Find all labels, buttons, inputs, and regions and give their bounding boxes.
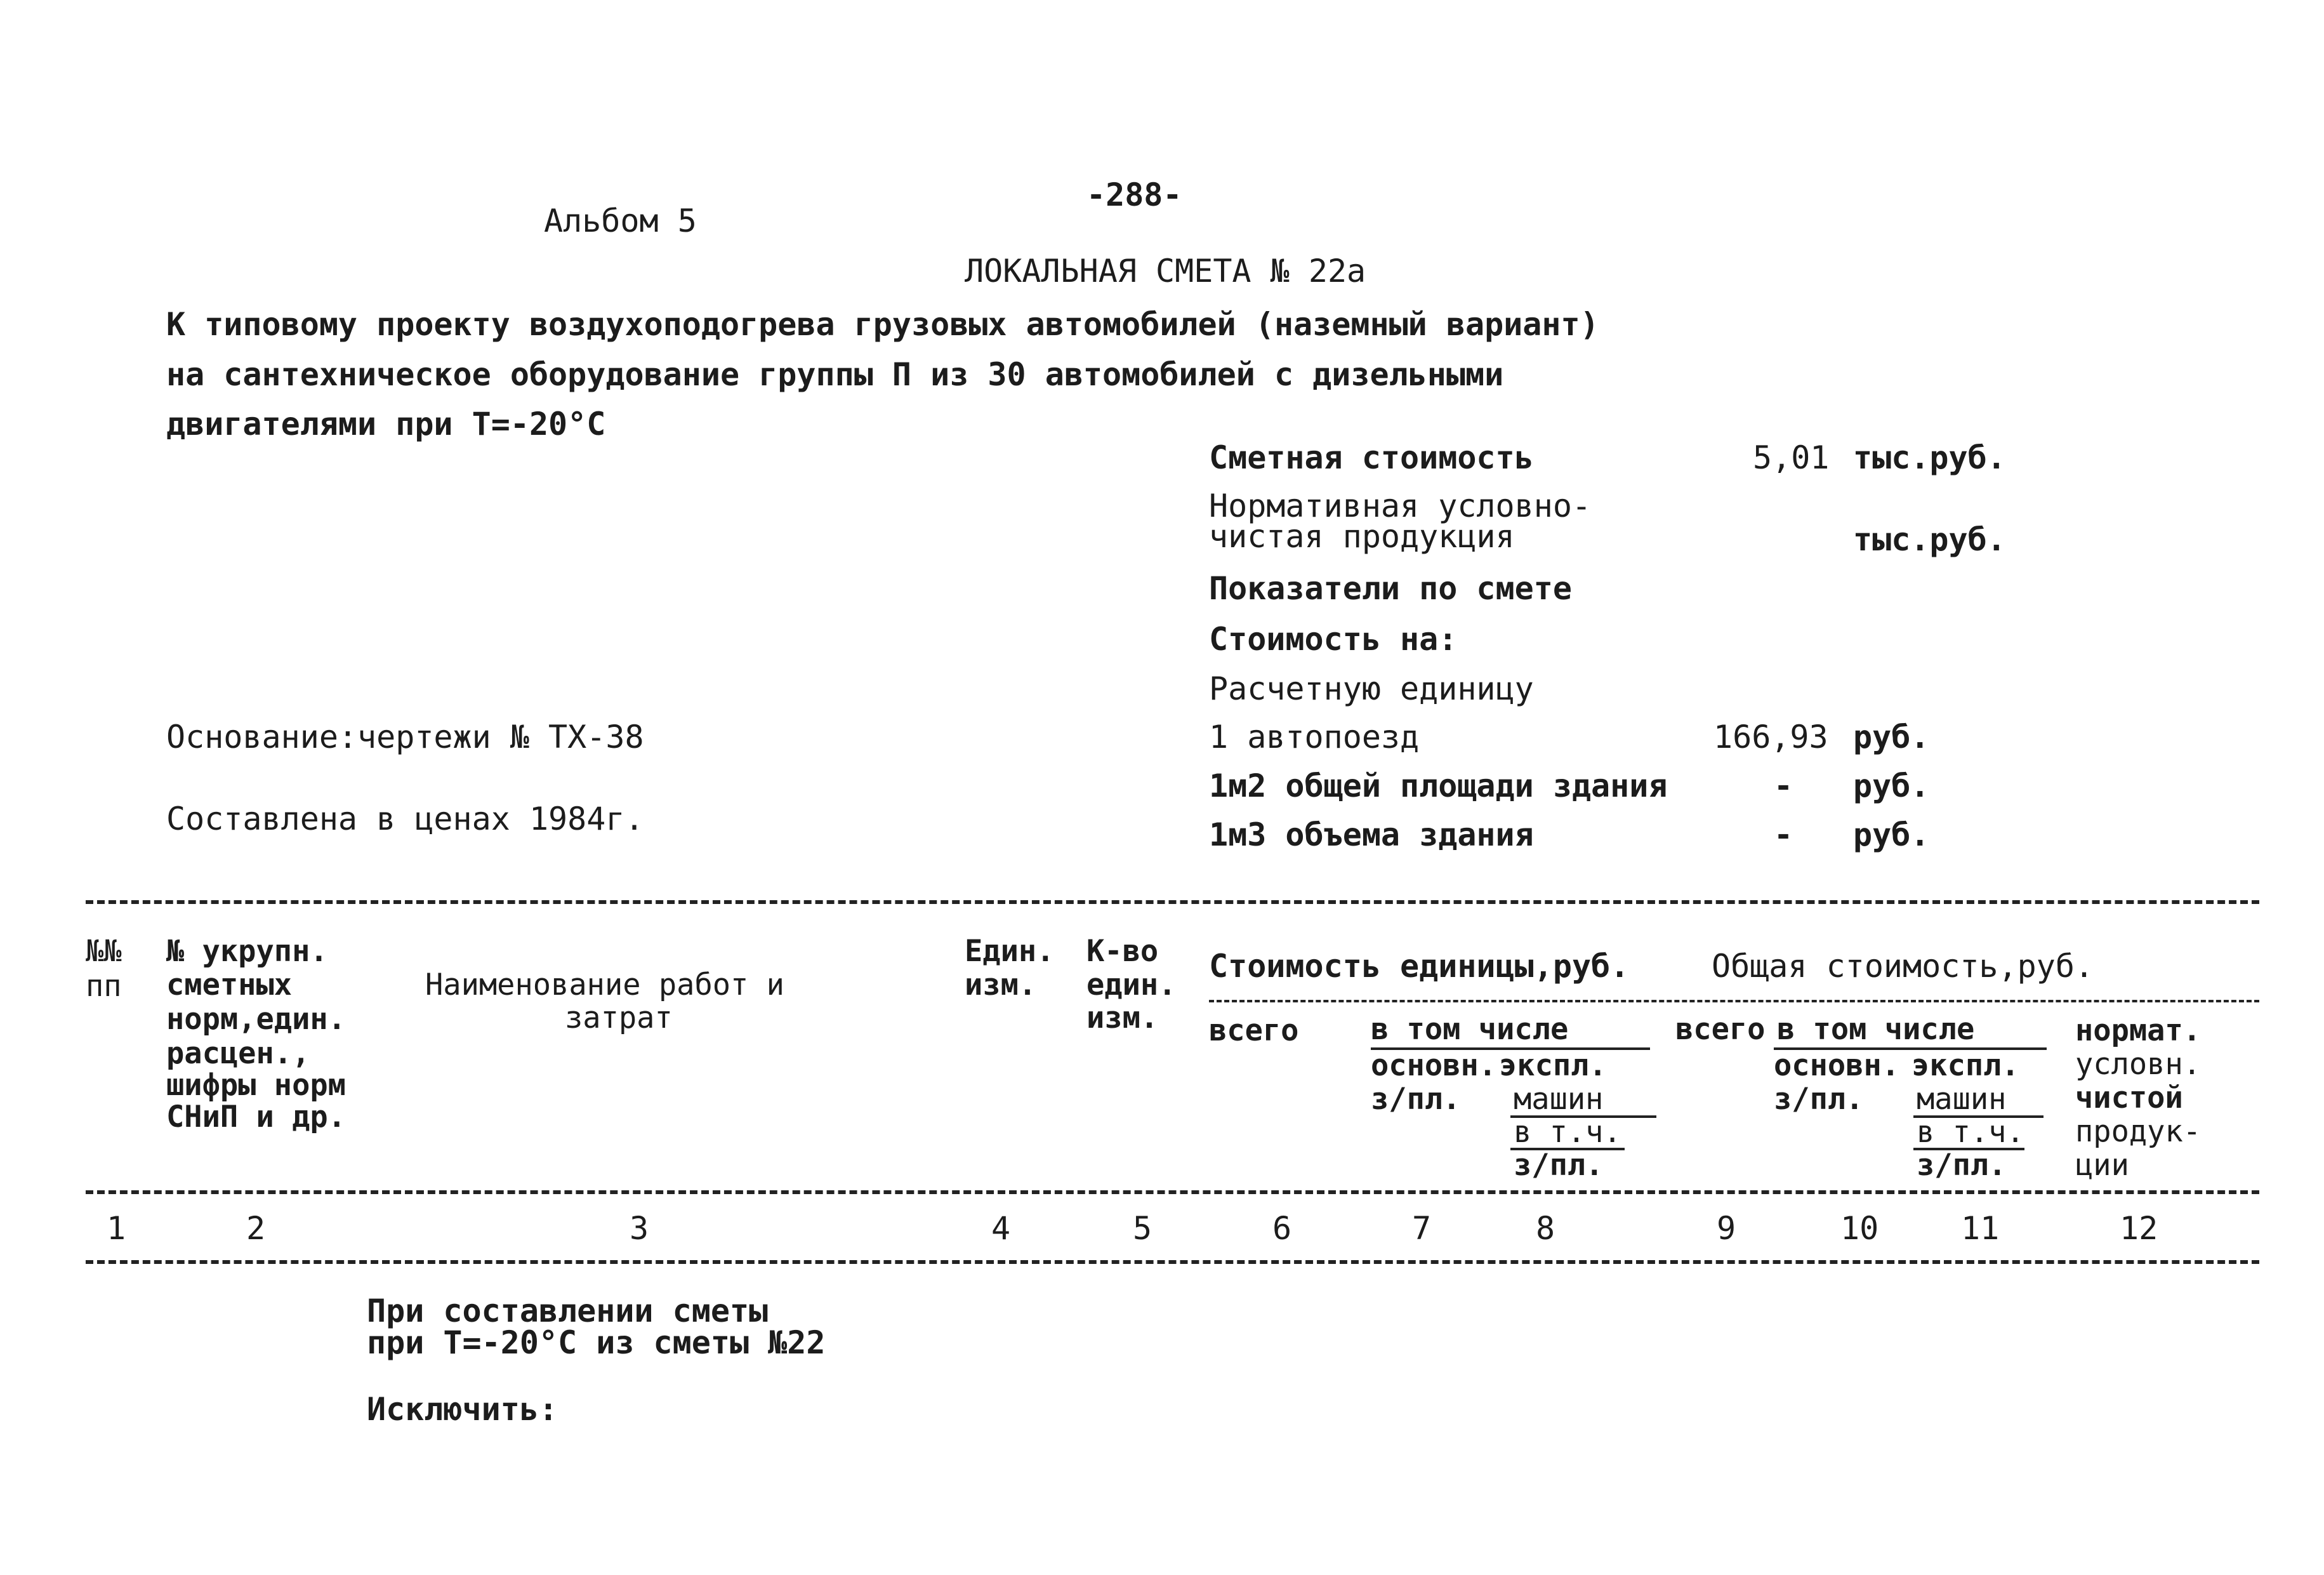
col5-header-line-3: изм. <box>1086 1000 1159 1035</box>
col2-header-line-5: шифры норм <box>166 1068 346 1103</box>
document-title: ЛОКАЛЬНАЯ СМЕТА № 22а <box>965 253 1366 289</box>
column-number: 1 <box>107 1210 126 1247</box>
unit-cost-group-header: Стоимость единицы,руб. <box>1209 948 1630 985</box>
total-cost-group-header: Общая стоимость,руб. <box>1712 948 2094 985</box>
col12-header-line-4: продук- <box>2075 1114 2202 1149</box>
per-m2-value: - <box>1774 768 1793 804</box>
col4-header-line-1: Един. <box>965 934 1055 969</box>
note-line-2: при Т=-20°С из сметы №22 <box>367 1324 826 1361</box>
subtitle-line-2: на сантехническое оборудование группы П из 30 автомобилей с дизельными <box>166 356 1504 393</box>
column-number: 7 <box>1412 1210 1432 1247</box>
indicators-label: Показатели по смете <box>1209 570 1572 607</box>
unit-cost-incl-header: в том числе <box>1371 1012 1569 1047</box>
group-header-rule <box>1209 1000 2259 1002</box>
unit-cost-basic-wage-header-1: основн. <box>1371 1048 1497 1083</box>
col3-header-line-2: затрат <box>565 1000 673 1035</box>
total-cost-machine-header-2: машин <box>1917 1082 2007 1117</box>
estimated-cost-value: 5,01 <box>1753 439 1830 476</box>
column-number: 10 <box>1840 1210 1879 1247</box>
table-top-rule <box>86 900 2259 904</box>
unit-cost-machine-header-2: машин <box>1514 1082 1604 1117</box>
total-cost-basic-wage-header-1: основн. <box>1774 1048 1900 1083</box>
subtitle-line-1: К типовому проекту воздухоподогрева грузовых автомобилей (наземный вариант) <box>166 306 1599 343</box>
total-cost-machine-header-3: в т.ч. <box>1917 1115 2024 1150</box>
per-train-label: 1 автопоезд <box>1209 719 1420 755</box>
per-m2-unit: руб. <box>1853 768 1930 804</box>
column-number: 8 <box>1536 1210 1555 1247</box>
col5-header-line-2: един. <box>1086 967 1177 1002</box>
album-label: Альбом 5 <box>544 203 697 239</box>
column-number: 9 <box>1717 1210 1736 1247</box>
per-m3-label: 1м3 объема здания <box>1209 816 1534 853</box>
per-train-unit: руб. <box>1853 719 1930 755</box>
col2-header-line-1: № укрупн. <box>166 934 328 969</box>
basis-line: Основание:чертежи № ТХ-38 <box>166 719 644 755</box>
table-numbers-rule <box>86 1260 2259 1264</box>
column-number: 2 <box>246 1210 266 1247</box>
column-number: 5 <box>1133 1210 1152 1247</box>
price-base-line: Составлена в ценах 1984г. <box>166 801 644 837</box>
unit-cost-total-header: всего <box>1209 1013 1299 1048</box>
col2-header-line-4: расцен., <box>166 1036 310 1071</box>
column-number: 11 <box>1961 1210 2000 1247</box>
unit-cost-machine-header-3: в т.ч. <box>1514 1115 1621 1150</box>
col1-header-line-1: №№ <box>86 934 122 969</box>
column-number: 12 <box>2120 1210 2158 1247</box>
net-output-label-1: Нормативная условно- <box>1209 488 1592 524</box>
net-output-unit: тыс.руб. <box>1853 521 2006 558</box>
estimated-cost-unit: тыс.руб. <box>1853 439 2006 476</box>
net-output-label-2: чистая продукция <box>1209 518 1515 555</box>
col4-header-line-2: изм. <box>965 967 1037 1002</box>
unit-cost-machine-header-4: з/пл. <box>1514 1148 1604 1183</box>
col2-header-line-2: сметных <box>166 967 293 1002</box>
col12-header-line-3: чистой <box>2075 1080 2183 1115</box>
column-number: 4 <box>991 1210 1011 1247</box>
col12-header-line-2: условн. <box>2075 1047 2202 1082</box>
col5-header-line-1: К-во <box>1086 934 1159 969</box>
estimated-cost-label: Сметная стоимость <box>1209 439 1534 476</box>
page-number: -288- <box>1086 176 1182 213</box>
col12-header-line-5: ции <box>2075 1148 2129 1183</box>
per-train-value: 166,93 <box>1713 719 1828 755</box>
exclude-label: Исключить: <box>367 1391 558 1428</box>
note-line-1: При составлении сметы <box>367 1293 769 1329</box>
total-cost-total-header: всего <box>1675 1012 1766 1047</box>
column-number: 6 <box>1272 1210 1292 1247</box>
subtitle-line-3: двигателями при Т=-20°С <box>166 406 606 442</box>
cost-on-label: Стоимость на: <box>1209 621 1458 658</box>
col12-header-line-1: нормат. <box>2075 1013 2202 1048</box>
calc-unit-label: Расчетную единицу <box>1209 670 1534 707</box>
per-m2-label: 1м2 общей площади здания <box>1209 768 1668 804</box>
table-header-rule <box>86 1190 2259 1194</box>
total-cost-machine-header-1: экспл. <box>1911 1048 2019 1083</box>
col2-header-line-6: СНиП и др. <box>166 1100 346 1134</box>
unit-cost-machine-header-1: экспл. <box>1499 1048 1607 1083</box>
total-cost-machine-header-4: з/пл. <box>1917 1148 2007 1183</box>
per-m3-value: - <box>1774 816 1793 853</box>
col1-header-line-2: пп <box>86 969 122 1004</box>
unit-cost-basic-wage-header-2: з/пл. <box>1371 1082 1461 1117</box>
col3-header-line-1: Наименование работ и <box>425 967 784 1002</box>
column-number: 3 <box>630 1210 649 1247</box>
total-cost-incl-header: в том числе <box>1777 1012 1975 1047</box>
total-cost-basic-wage-header-2: з/пл. <box>1774 1082 1864 1117</box>
col2-header-line-3: норм,един. <box>166 1002 346 1037</box>
per-m3-unit: руб. <box>1853 816 1930 853</box>
